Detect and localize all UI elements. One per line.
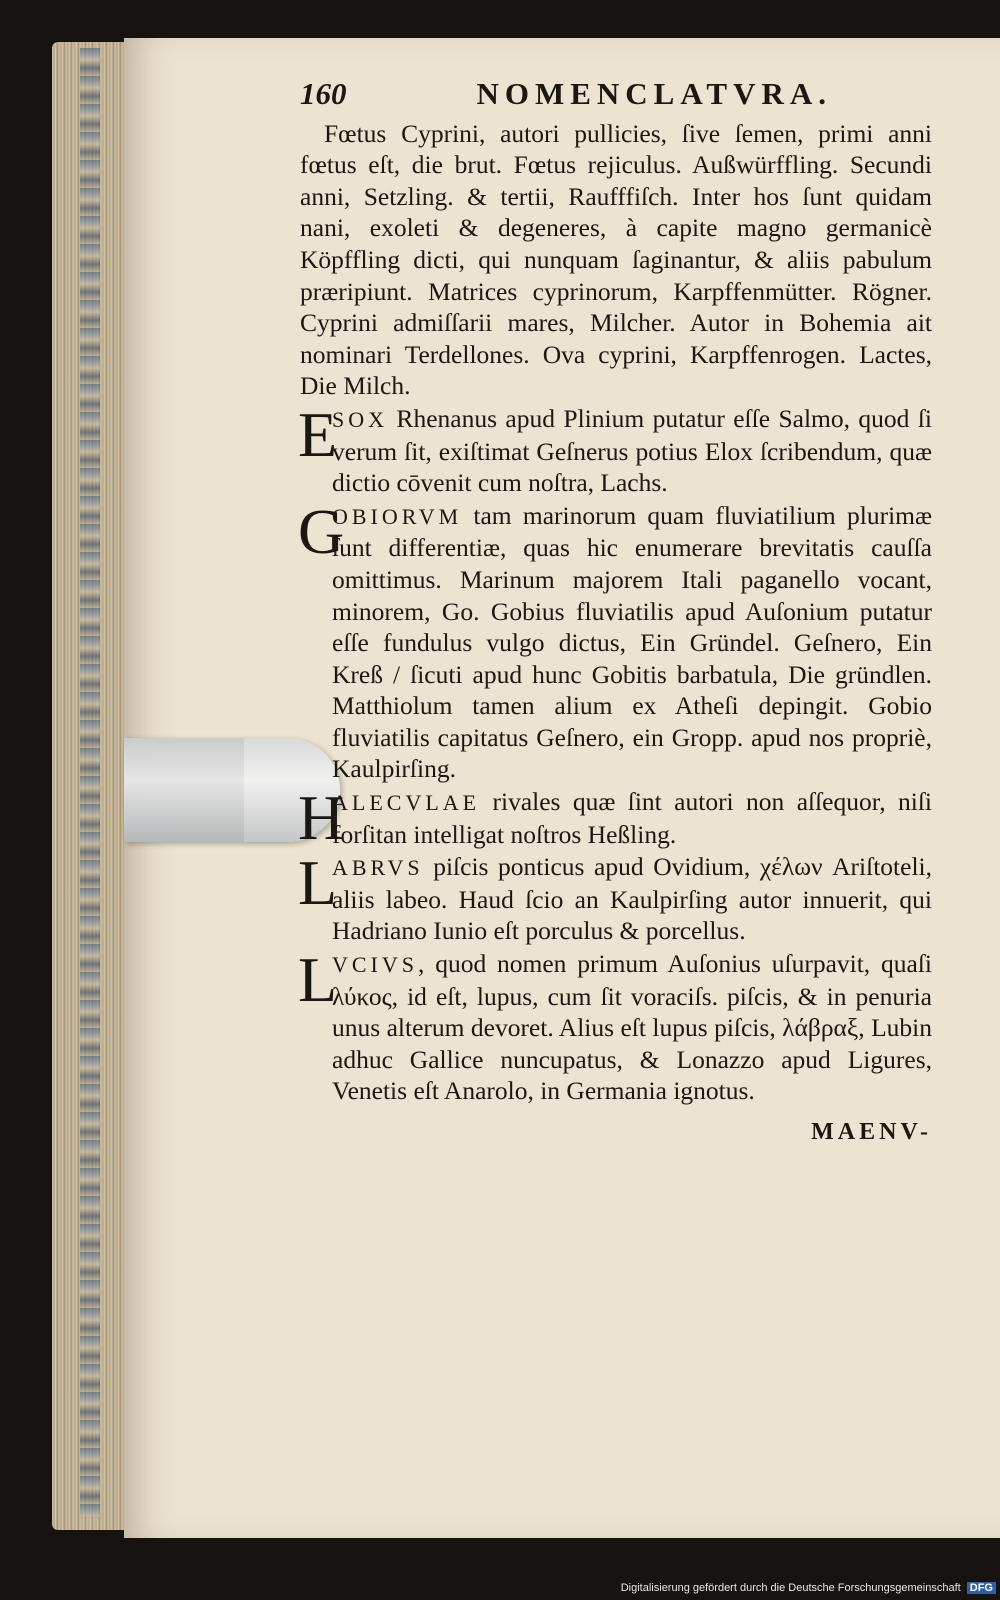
digitization-credit (621, 1582, 996, 1594)
drop-cap: L (298, 944, 338, 1016)
drop-cap: L (298, 847, 338, 919)
entry-lead: SOX (332, 406, 389, 432)
drop-cap: E (298, 398, 338, 470)
running-head: NOMENCLATVRA. (476, 76, 832, 111)
intro-paragraph: Fœtus Cyprini, autori pullicies, ſive ſemen, primi anni fœtus eſt, die brut. Fœtus rejiculus. Außwürffling. Secundi anni, Setzling. & tertii, Raufffiſch. Inter hos ſunt quidam nani, exoleti & degeneres, à capite magno germanicè Köpffling dicti, qui nunquam ſaginantur, & aliis pabulum præripiunt. Matrices cyprinorum, Karpffenmütter. Rögner. Cyprini admiſſarii mares, Milcher. Autor in Bohemia ait nominari Terdellones. Ova cyprini, Karpffenrogen. Lactes, Die Milch. (300, 118, 932, 401)
entry-labrus (298, 847, 932, 947)
drop-cap: H (298, 782, 345, 854)
entry-lucius (298, 944, 932, 1107)
entry-esox (298, 398, 932, 499)
dfg-logo: DFG (967, 1582, 996, 1594)
entry-gobiorum (298, 495, 932, 785)
entry-lead: ABRVS (332, 855, 424, 881)
entry-lead: VCIVS (332, 952, 419, 978)
entry-lead: OBIORVM (332, 503, 463, 529)
page-number: 160 (300, 76, 347, 111)
entry-text: piſcis ponticus apud Ovidium, χέλων Ariſtoteli, aliis labeo. Haud ſcio an Kaulpirſing autor innuerit, qui Hadriano Iunio eſt porculus & porcellus. (332, 852, 932, 946)
page-text-block (300, 78, 932, 1149)
entry-text: , quod nomen primum Auſonius uſurpavit, quaſi λύκος, id eſt, lupus, cum ſit voraciſs. piſcis, & in penuria unus alterum devoret. Alius eſt lupus piſcis, λάβραξ, Lubin adhuc Gallice nuncupatus, & Lonazzo apud Ligures, Venetis eſt Anarolo, in Germania ignotus. (332, 949, 932, 1106)
entry-text: tam marinorum quam fluviatilium plurimæ ſunt differentiæ, quas hic enumerare brevitatis cauſſa omittimus. Marinum majorem Itali paganello vocant, minorem, Go. Gobius fluviatilis apud Auſonium putatur eſſe fundulus vulgo dictus, Ein Gründel. Geſnero, Ein Kreß / ſicuti apud hunc Gobitis barbatula, Die gründlen. Matthiolum tamen alium ex Atheſi depingit. Gobio fluviatilis capitatus Geſnero, ein Gropp. apud nos propriè, Kaulpirſing. (332, 500, 932, 784)
entry-text: rivales quæ ſint autori non aſſequor, niſi forſitan intelligat noſtros Heßling. (332, 787, 932, 849)
entry-lead: ALECVLAE (332, 790, 481, 816)
entry-haleculae (298, 782, 932, 854)
entry-text: Rhenanus apud Plinium putatur eſſe Salmo, quod ſi verum ſit, exiſtimat Geſnerus potius Elox ſcribendum, quæ dictio cōvenit cum noſtra, Lachs. (332, 403, 932, 498)
page-block-marbling (80, 48, 100, 1518)
running-header (300, 78, 932, 110)
credit-text: Digitalisierung gefördert durch die Deutsche Forschungsgemeinschaft (620, 1582, 961, 1594)
drop-cap: G (298, 495, 345, 567)
catchword: MAENV- (811, 1119, 932, 1145)
